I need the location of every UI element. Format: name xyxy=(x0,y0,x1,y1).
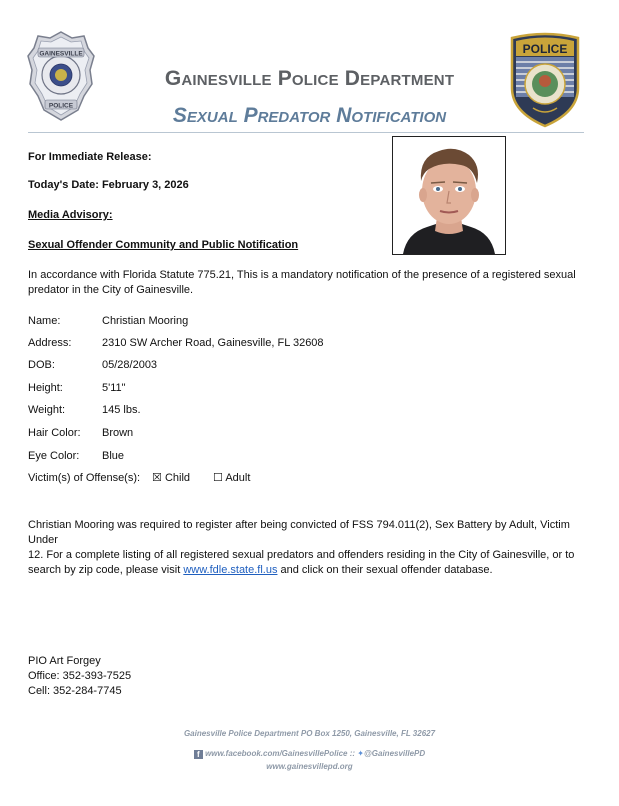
detail-label: Weight: xyxy=(28,404,66,416)
summary-line: Christian Mooring was required to register after being convicted of FSS 794.011(2), Sex Battery by Adult, Victim Under xyxy=(28,519,570,546)
detail-value: Brown xyxy=(102,427,134,439)
detail-value: 05/28/2003 xyxy=(102,359,158,371)
contact-name: PIO Art Forgey xyxy=(28,655,101,667)
contact-block xyxy=(28,654,131,699)
summary-line: 12. For a complete listing of all registered sexual predators and offenders residing in the City of Gainesville, or to xyxy=(28,549,575,561)
detail-label: DOB: xyxy=(28,359,55,371)
intro-paragraph xyxy=(28,268,594,298)
separator: :: xyxy=(349,749,356,758)
intro-line: In accordance with Florida Statute 775.21, This is a mandatory notification of the presence of a registered sexual xyxy=(28,269,576,281)
unchecked-box-icon: ☐ xyxy=(213,472,223,484)
fdle-link[interactable]: www.fdle.state.fl.us xyxy=(183,564,278,576)
detail-value: 145 lbs. xyxy=(102,404,141,416)
detail-value: Christian Mooring xyxy=(102,315,189,327)
summary-line xyxy=(28,563,594,578)
detail-value: 2310 SW Archer Road, Gainesville, FL 32608 xyxy=(102,337,324,349)
twitter-icon: ✦ xyxy=(357,749,364,758)
child-checkbox[interactable] xyxy=(152,471,190,486)
checked-box-icon: ☒ xyxy=(152,472,162,484)
contact-office: Office: 352-393-7525 xyxy=(28,670,132,682)
patch-text: POLICE xyxy=(522,42,568,56)
media-advisory-heading: Media Advisory: xyxy=(28,209,113,221)
footer-address: Gainesville Police Department PO Box 1250, Gainesville, FL 32627 xyxy=(183,729,436,738)
summary-paragraph xyxy=(28,518,594,578)
detail-label: Eye Color: xyxy=(28,450,80,462)
detail-label: Hair Color: xyxy=(28,427,81,439)
summary-text: and click on their sexual offender database. xyxy=(277,564,493,576)
footer-website[interactable]: www.gainesvillepd.org xyxy=(266,762,353,771)
badge-bottom-text: POLICE xyxy=(48,102,74,110)
child-label: Child xyxy=(164,472,191,484)
intro-line: predator in the City of Gainesville. xyxy=(28,284,194,296)
detail-value: Blue xyxy=(102,450,125,462)
adult-checkbox[interactable] xyxy=(213,471,250,486)
page-title: Gainesville Police Department xyxy=(164,67,455,90)
notification-heading: Sexual Offender Community and Public Notification xyxy=(28,239,299,251)
detail-value: 5'11" xyxy=(102,382,126,394)
detail-label: Address: xyxy=(28,337,72,349)
detail-label: Name: xyxy=(28,315,61,327)
twitter-handle[interactable]: @GainesvillePD xyxy=(363,749,426,758)
contact-cell: Cell: 352-284-7745 xyxy=(28,685,122,697)
immediate-release-label: For Immediate Release: xyxy=(28,151,152,163)
adult-label: Adult xyxy=(225,472,251,484)
victims-row xyxy=(28,471,140,486)
header-divider xyxy=(28,132,584,133)
summary-text: search by zip code, please visit xyxy=(28,564,184,576)
footer-social xyxy=(0,749,619,759)
date-label: Today's Date: xyxy=(28,179,99,191)
date-value: February 3, 2026 xyxy=(101,179,189,191)
victims-label: Victim(s) of Offense(s): xyxy=(28,472,141,484)
todays-date xyxy=(28,178,189,193)
badge-top-text: GAINESVILLE xyxy=(39,50,83,58)
detail-label: Height: xyxy=(28,382,63,394)
offender-photo xyxy=(392,136,506,255)
facebook-link[interactable]: www.facebook.com/GainesvillePolice xyxy=(205,749,348,758)
page-subtitle: Sexual Predator Notification xyxy=(172,104,447,127)
facebook-icon: f xyxy=(194,750,203,759)
